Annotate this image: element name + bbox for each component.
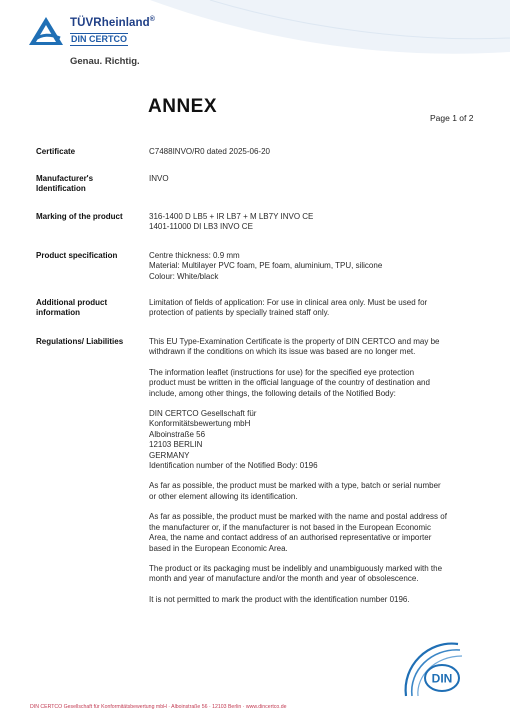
label-manufacturer: Manufacturer's Identification bbox=[36, 174, 94, 194]
reg-paragraph-5: The product or its packaging must be indelibly and unambiguously marked with the month and year of manufacture and/or the month and year of obsolescence. bbox=[149, 563, 443, 584]
reg-paragraph-4: As far as possible, the product must be marked with the name and postal address of the manufacturer or, if the manufacturer is not based in the European Economic Area, the name and contact address of an authorised representative or importer based in the European Economic Area. bbox=[149, 512, 447, 553]
value-regulations bbox=[149, 337, 481, 615]
value-additional: Limitation of fields of application: For use in clinical area only. Must be used for protection of patients by specially trained staff only. bbox=[149, 298, 428, 318]
reg-paragraph-3: As far as possible, the product must be marked with a type, batch or serial number or other element allowing its identification. bbox=[149, 481, 441, 501]
page-number: Page 1 of 2 bbox=[430, 113, 474, 123]
page-title: ANNEX bbox=[148, 96, 218, 117]
reg-paragraph-2: The information leaflet (instructions for use) for the specified eye protection product must be written in the official language of the country of destination and include, among other things, the following details of the Notified Body: bbox=[149, 367, 430, 398]
label-marking: Marking of the product bbox=[36, 212, 123, 221]
label-additional: Additional product information bbox=[36, 298, 108, 318]
brand-name: TÜVRheinland® bbox=[70, 16, 156, 29]
reg-paragraph-6: It is not permitted to mark the product with the identification number 0196. bbox=[149, 594, 410, 604]
reg-paragraph-1: This EU Type-Examination Certificate is the property of DIN CERTCO and may be withdrawn if the conditions on which its issue was based are no longer met. bbox=[149, 337, 440, 357]
label-regulations: Regulations/ Liabilities bbox=[36, 337, 124, 346]
tuv-triangle-icon bbox=[28, 16, 64, 46]
value-manufacturer: INVO bbox=[149, 174, 169, 183]
label-specification: Product specification bbox=[36, 251, 118, 260]
notified-body-address: DIN CERTCO Gesellschaft für Konformitätsbewertung mbH Alboinstraße 56 12103 BERLIN GERMANY Identification number of the Notified Body: 0196 bbox=[149, 409, 318, 471]
din-logo-icon bbox=[398, 636, 482, 702]
value-certificate: C7488INVO/R0 dated 2025-06-20 bbox=[149, 147, 270, 156]
footer-address: DIN CERTCO Gesellschaft für Konformitätsbewertung mbH · Alboinstraße 56 · 12103 Berlin · www.dincertco.de bbox=[30, 704, 287, 710]
tagline: Genau. Richtig. bbox=[70, 56, 140, 67]
value-specification: Centre thickness: 0.9 mm Material: Multilayer PVC foam, PE foam, aluminium, TPU, silicone Colour: White/black bbox=[149, 251, 383, 281]
value-marking: 316-1400 D LB5 + IR LB7 + M LB7Y INVO CE 1401-11000 DI LB3 INVO CE bbox=[149, 212, 314, 232]
brand-din-certco: DIN CERTCO bbox=[71, 34, 127, 44]
svg-text:DIN: DIN bbox=[431, 671, 453, 686]
label-certificate: Certificate bbox=[36, 147, 76, 156]
